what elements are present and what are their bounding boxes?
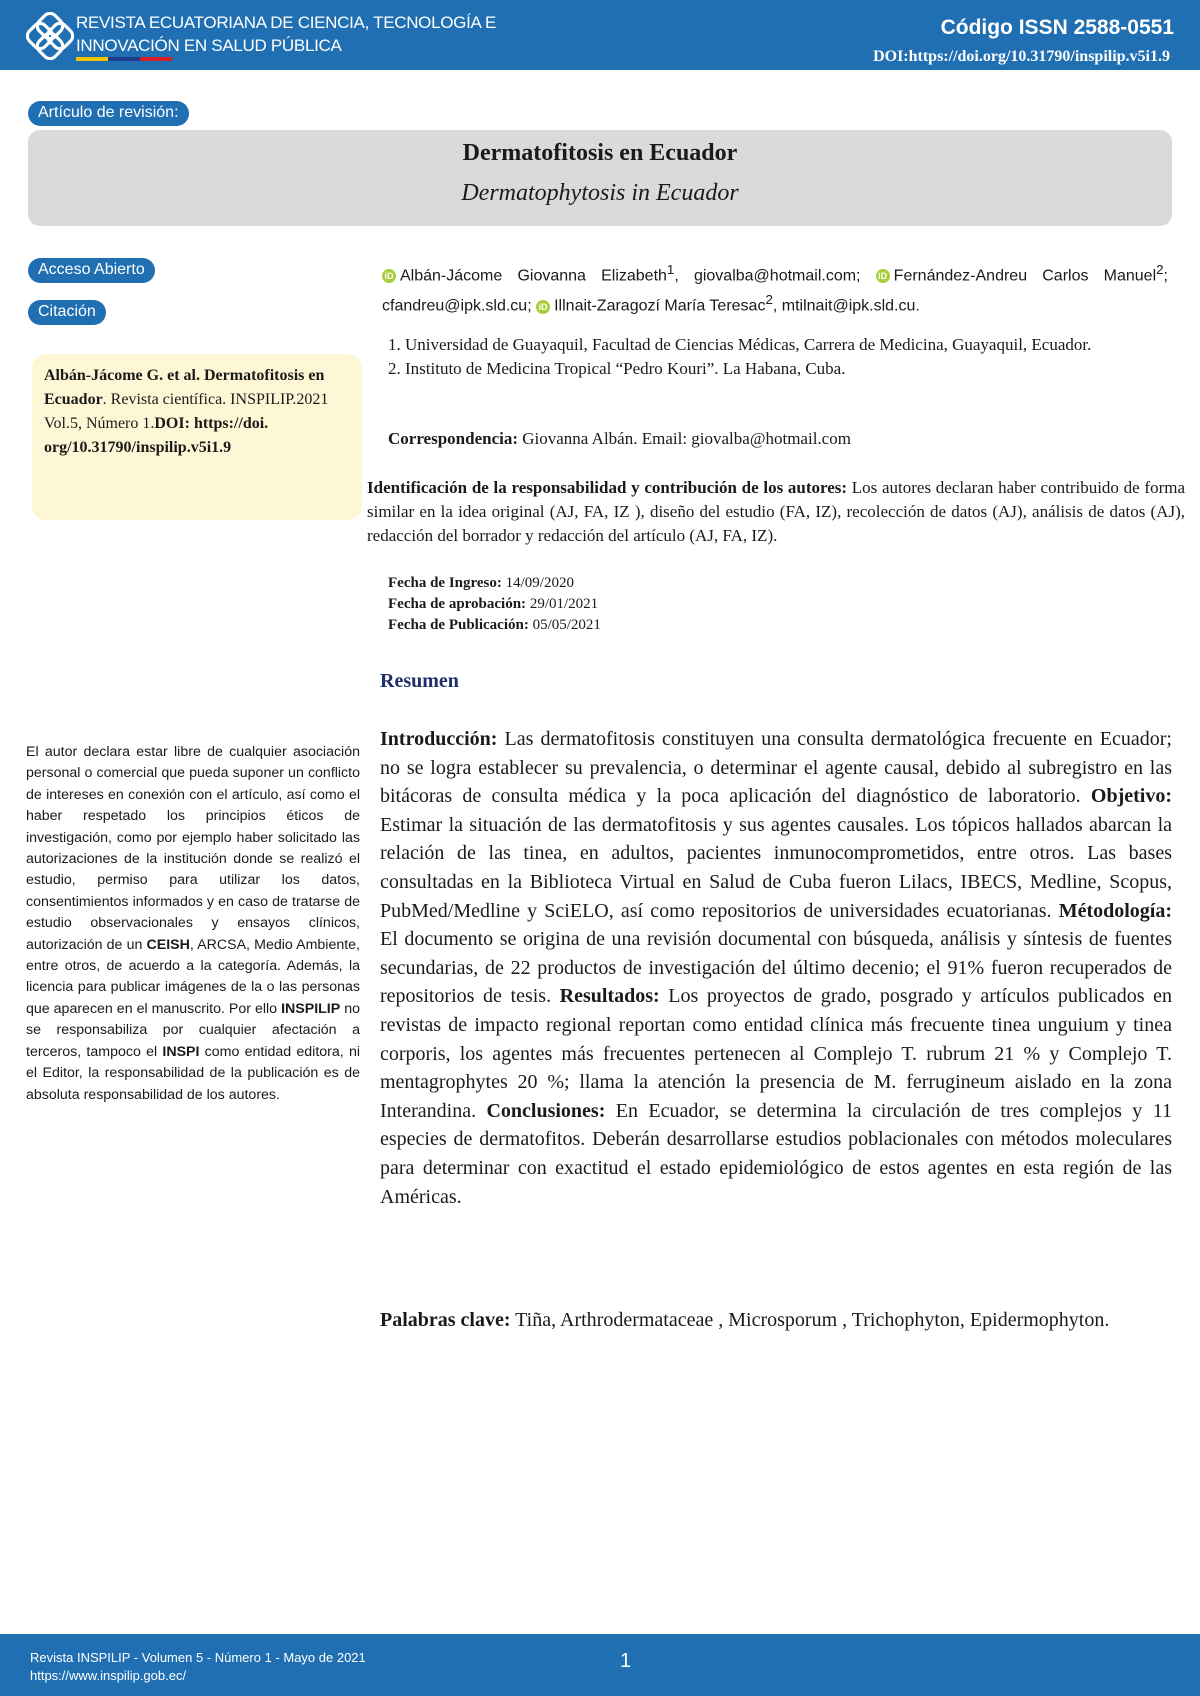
footer-issue: Revista INSPILIP - Volumen 5 - Número 1 - Mayo de 2021 <box>30 1650 366 1665</box>
affiliation-2: 2. Instituto de Medicina Tropical “Pedro Kouri”. La Habana, Cuba. <box>388 359 846 378</box>
disclaimer-inspi: INSPI <box>162 1043 200 1060</box>
journal-name <box>76 11 496 57</box>
contribution-text: Los autores declaran haber contribuido de forma similar en la idea original (AJ, FA, IZ ), diseño del estudio (FA, IZ), recolección de datos (AJ), análisis de datos (AJ), redacción del borrador y redacción del artículo (AJ, FA, IZ). <box>367 478 1185 545</box>
date-published-label: Fecha de Publicación: <box>388 617 529 633</box>
correspondence <box>388 429 851 449</box>
author-2-name: Fernández-Andreu Carlos Manuel <box>893 267 1157 285</box>
title-box <box>28 130 1172 226</box>
article-title-english: Dermatophytosis in Ecuador <box>461 180 739 206</box>
date-approved-value: 29/01/2021 <box>526 596 599 612</box>
abstract-method: El documento se origina de una revisión documental con búsqueda, análisis y síntesis de fuentes secundarias, de 22 productos de investigación del último decenio; el 91% fueron recuperados de repositorios de tesis. <box>380 928 1172 1008</box>
orcid-icon[interactable]: iD <box>876 269 890 283</box>
date-published <box>388 615 601 636</box>
citation-doi-link[interactable]: https://doi. org/10.31790/inspilip.v5i1.9 <box>44 415 269 456</box>
disclaimer-text-3: no se responsabiliza por cualquier afectación a terceros, tampoco el <box>26 1000 360 1060</box>
disclaimer-text-4: como entidad editora, ni el Editor, la responsabilidad de la publicación es de absoluta responsabilidad de los autores. <box>26 1043 360 1103</box>
author-1-affil: 1 <box>666 262 675 277</box>
author-3-affil: 2 <box>765 292 773 308</box>
citation-journal: . Revista científica. INSPILIP.2021 Vol.5, Número 1. <box>44 391 329 432</box>
abstract-objective: Estimar la situación de las dermatofitosis y sus agentes causales. Los tópicos hallados abarcan la relación de las tinea, en adultos, pacientes inmunocomprometidos, entre otros. Las bases consultadas en la Biblioteca Virtual en Salud de Cuba fueron Lilacs, IBECS, Medline, Scopus, PubMed/Medline y SciELO, así como repositorios de universidades ecuatorianas. <box>380 813 1172 922</box>
flag-stripe <box>76 57 172 61</box>
citation-badge: Citación <box>28 300 106 325</box>
abstract-conclusions: En Ecuador, se determina la circulación de tres complejos y 11 especies de dermatofitos. Deberán desarrollarse estudios poblacionales con métodos moleculares para determinar con exactitud el estado epidemiológico de estos agentes en esta región de las Américas. <box>380 1099 1172 1208</box>
author-3-email: , mtilnait@ipk.sld.cu. <box>772 297 920 315</box>
citation-text <box>44 364 354 460</box>
author-1-name: Albán-Jácome Giovanna Elizabeth <box>400 267 667 285</box>
author-1-email: , giovalba@hotmail.com; <box>674 267 861 285</box>
abstract-results-label: Resultados: <box>559 985 660 1008</box>
date-published-value: 05/05/2021 <box>528 617 601 633</box>
footer-url-link[interactable]: https://www.inspilip.gob.ec/ <box>30 1668 187 1683</box>
abstract-results: Los proyectos de grado, posgrado y artículos publicados en revistas de impacto regional reportan como entidad clínica más frecuente tinea unguium y tinea corporis, los agentes más frecuentes pertenecen al Complejo T. rubrum 21 % y Complejo T. mentagrophytes 20 %; llama la atención la presencia de M. ferrugineum aislado en la zona Interandina. <box>380 985 1172 1122</box>
citation-doi-label: DOI: <box>154 415 190 432</box>
author-2-affil: 2 <box>1156 262 1164 277</box>
author-3-name: Illnait-Zaragozí María Teresac <box>554 297 766 315</box>
journal-header <box>0 0 1200 70</box>
keywords-text: Tiña, Arthrodermataceae , Microsporum , Trichophyton, Epidermophyton. <box>510 1309 1110 1331</box>
disclaimer-text-2: , ARCSA, Medio Ambiente, entre otros, de acuerdo a la categoría. Además, la licencia para publicar imágenes de la o las personas que aparecen en el manuscrito. Por ello <box>26 936 361 1017</box>
author-list <box>382 258 1168 319</box>
article-dates <box>388 573 601 636</box>
citation-authors-title: Albán-Jácome G. et al. Dermatofitosis en Ecuador <box>44 367 325 408</box>
author-contribution <box>367 476 1185 548</box>
disclaimer-text-1: El autor declara estar libre de cualquier asociación personal o comercial que pueda suponer un conflicto de intereses en conexión con el artículo, así como el haber respetado los principios éticos de investigación, como por ejemplo haber solicitado las autorizaciones de la institución donde se realizó el estudio, permiso para utilizar los datos, consentimientos informados y en caso de tratarse de estudio observacionales y ensayos clínicos, autorización de un <box>26 744 360 953</box>
disclaimer-inspilip: INSPILIP <box>281 1000 341 1017</box>
article-title: Dermatofitosis en Ecuador <box>462 140 738 166</box>
citation-box <box>32 354 362 520</box>
abstract-body <box>380 725 1172 1211</box>
affiliations <box>388 333 1168 381</box>
abstract-method-label: Métodología: <box>1058 899 1172 922</box>
date-approved-label: Fecha de aprobación: <box>388 596 527 612</box>
header-doi-link[interactable]: DOI:https://doi.org/10.31790/inspilip.v5i1.9 <box>873 48 1170 65</box>
date-approved <box>388 594 601 615</box>
abstract-heading: Resumen <box>380 670 459 692</box>
date-received-label: Fecha de Ingreso: <box>388 575 502 591</box>
article-type-badge: Artículo de revisión: <box>28 101 189 126</box>
author-2-email: ; cfandreu@ipk.sld.cu; <box>382 267 1168 315</box>
keywords-label: Palabras clave: <box>380 1309 511 1331</box>
page-number: 1 <box>620 1650 632 1672</box>
abstract-intro-label: Introducción: <box>380 728 498 750</box>
keywords <box>380 1306 1172 1334</box>
open-access-badge: Acceso Abierto <box>28 258 155 283</box>
disclaimer-ceish: CEISH <box>146 936 190 953</box>
issn-code: Código ISSN 2588-0551 <box>940 16 1174 39</box>
date-received <box>388 573 601 594</box>
orcid-icon[interactable]: iD <box>536 300 550 314</box>
date-received-value: 14/09/2020 <box>501 575 574 591</box>
correspondence-text: Giovanna Albán. Email: giovalba@hotmail.com <box>518 429 851 448</box>
contribution-label: Identificación de la responsabilidad y contribución de los autores: <box>367 478 848 497</box>
journal-logo-icon <box>26 12 74 60</box>
orcid-icon[interactable]: iD <box>382 269 396 283</box>
journal-name-line2: INNOVACIÓN EN SALUD PÚBLICA <box>76 36 342 55</box>
abstract-intro: Las dermatofitosis constituyen una consulta dermatológica frecuente en Ecuador; no se logra establecer su prevalencia, o determinar el agente causal, debido al subregistro en las bitácoras de consulta médica y la poca aplicación del diagnóstico de laboratorio. <box>380 728 1172 808</box>
correspondence-label: Correspondencia: <box>388 429 519 448</box>
abstract-objective-label: Objetivo: <box>1090 785 1172 808</box>
page-footer <box>0 1634 1200 1696</box>
affiliation-1: 1. Universidad de Guayaquil, Facultad de Ciencias Médicas, Carrera de Medicina, Guayaquil, Ecuador. <box>388 335 1092 354</box>
journal-name-line1: REVISTA ECUATORIANA DE CIENCIA, TECNOLOGÍA E <box>76 13 497 32</box>
abstract-conclusions-label: Conclusiones: <box>486 1099 606 1122</box>
conflict-disclaimer <box>26 742 360 1106</box>
